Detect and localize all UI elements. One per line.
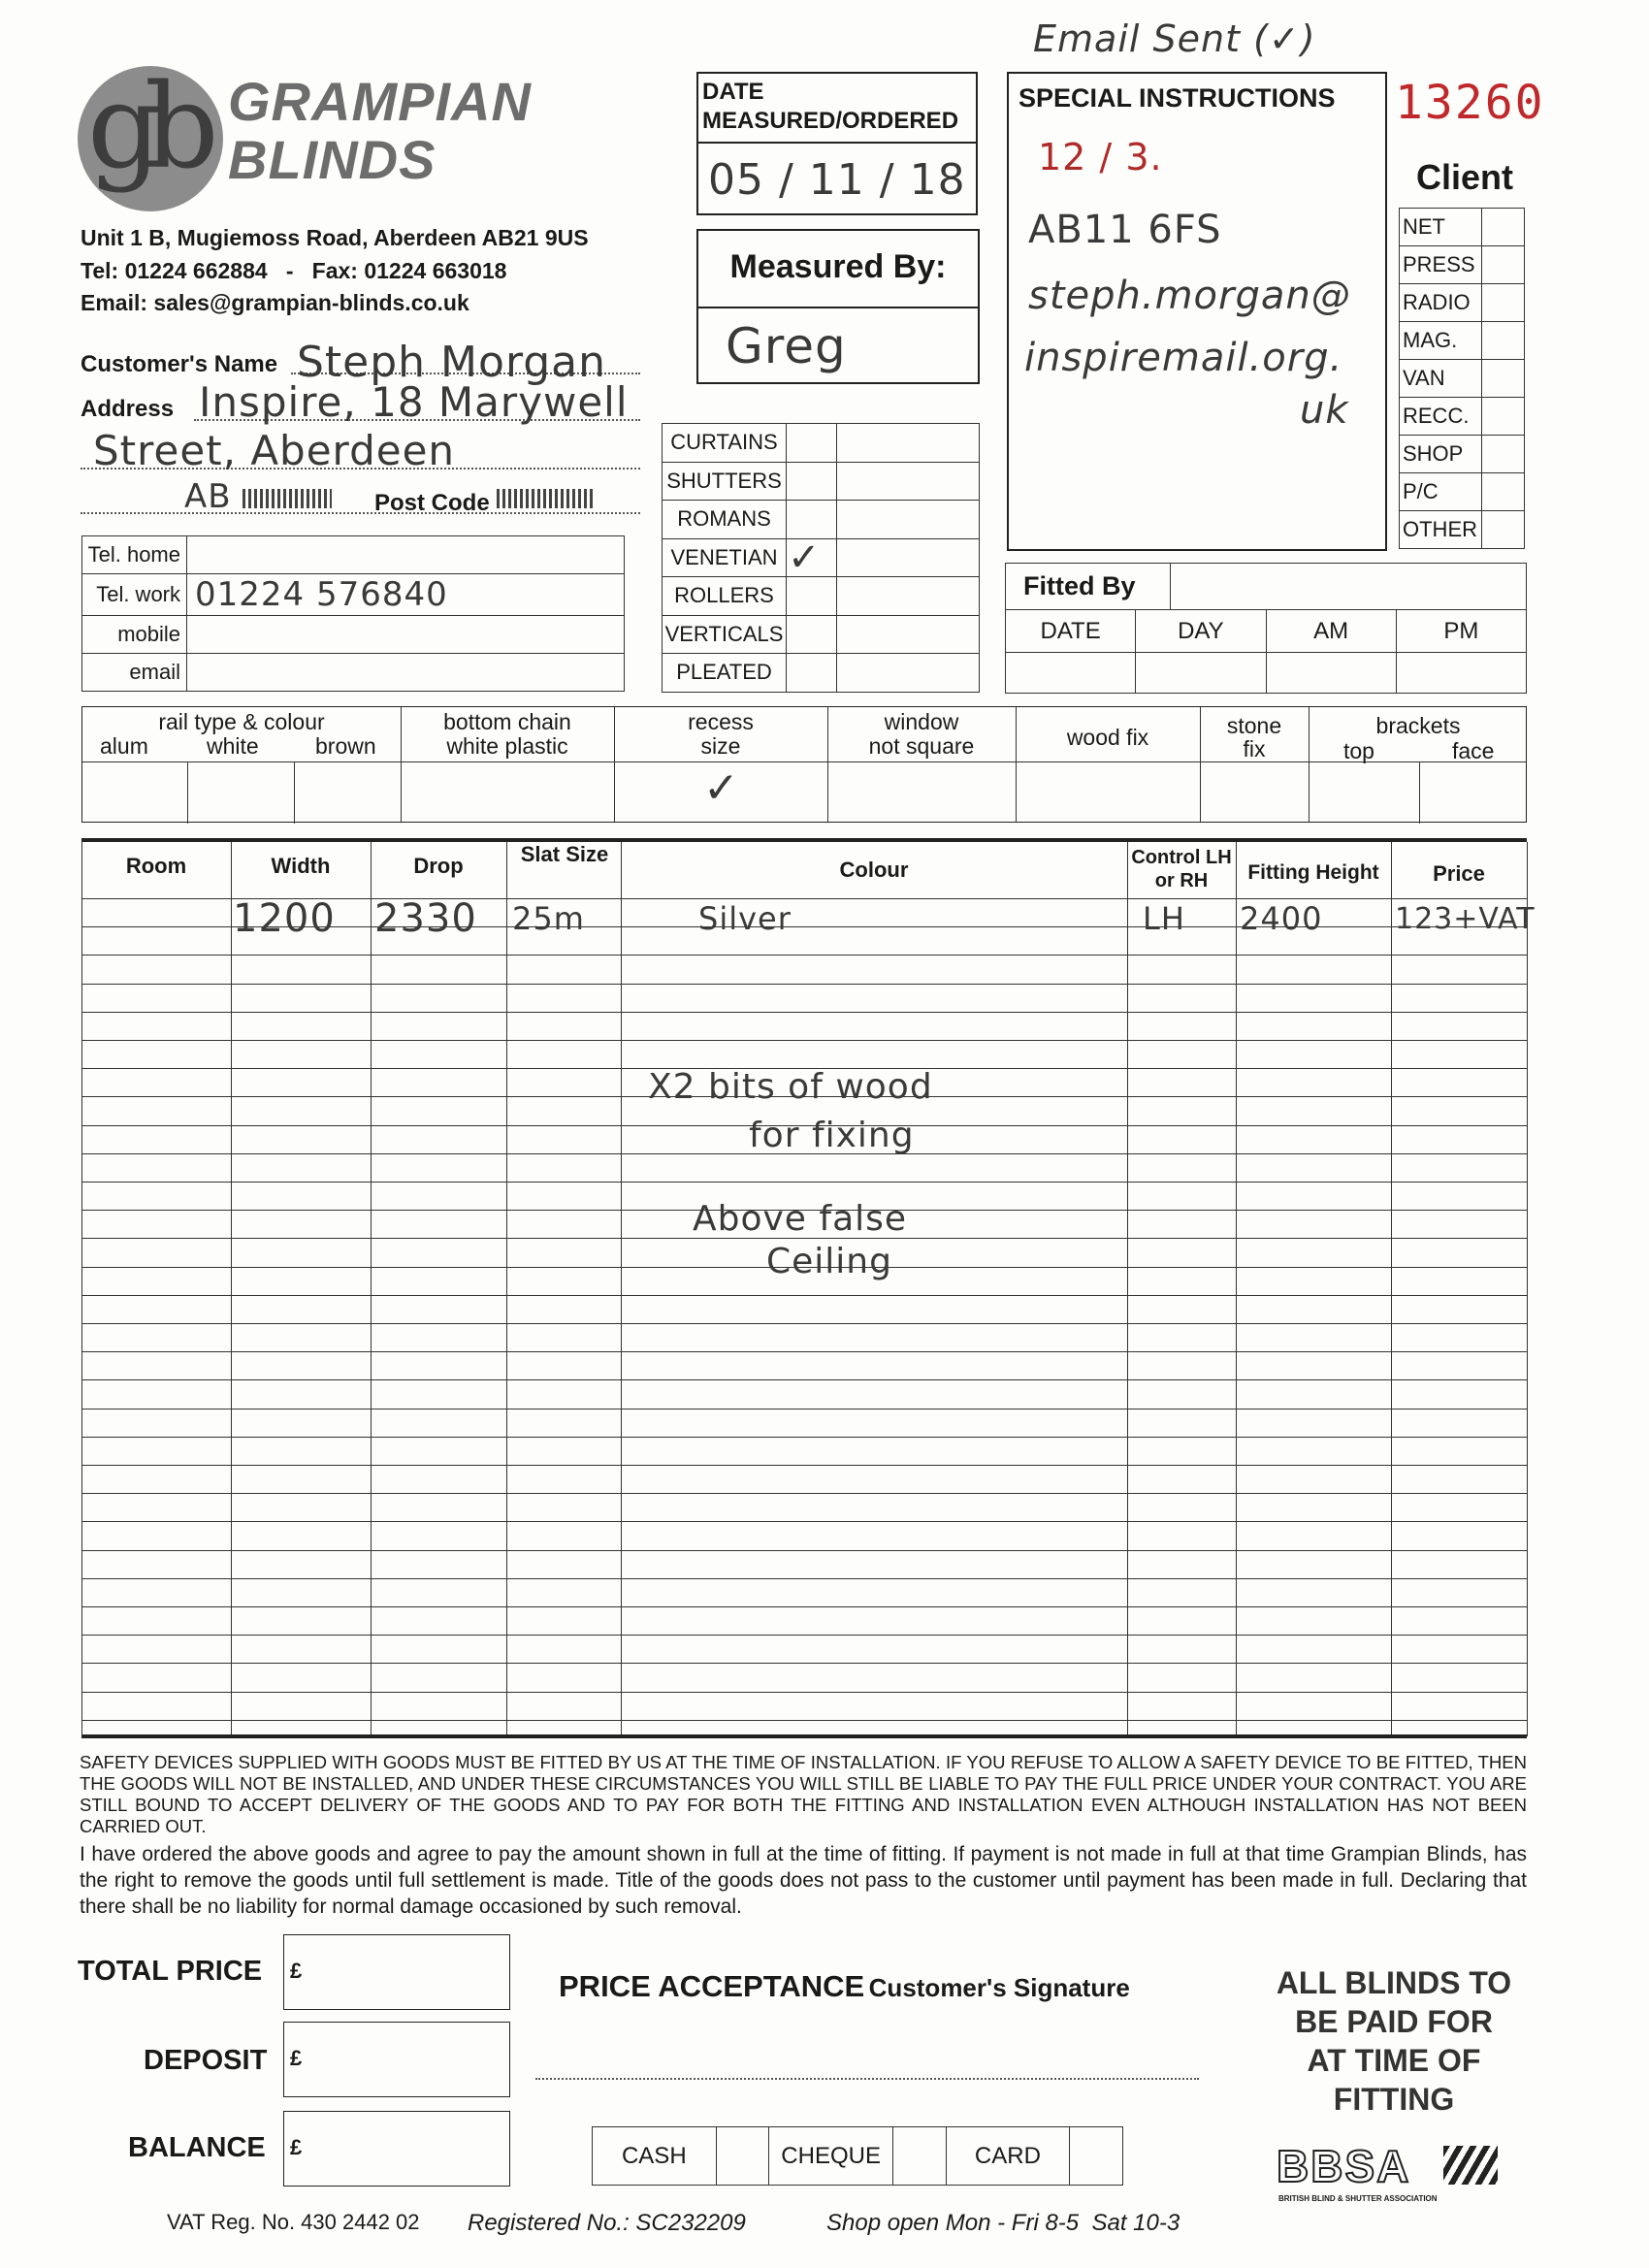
table-column-line bbox=[371, 842, 372, 1736]
shop-hours: Shop open Mon - Fri 8-5 Sat 10-3 bbox=[826, 2210, 1180, 2236]
table-row-line bbox=[81, 1720, 1527, 1721]
paid-notice-line: AT TIME OF bbox=[1307, 2043, 1481, 2078]
contact-table bbox=[81, 535, 625, 692]
email-sent-note: Email Sent (✓) bbox=[1033, 17, 1316, 60]
col-header-control: Control LH or RH bbox=[1131, 847, 1232, 891]
paid-notice-line: FITTING bbox=[1333, 2082, 1455, 2117]
table-row-line bbox=[81, 955, 1527, 956]
client-checkbox[interactable] bbox=[1482, 209, 1525, 246]
paid-notice bbox=[1244, 1963, 1544, 2119]
table-column-line bbox=[1127, 842, 1128, 1736]
special-instruction-line: uk bbox=[1300, 388, 1349, 433]
fitted-day-input[interactable] bbox=[1136, 653, 1266, 694]
table-row-line bbox=[81, 1663, 1527, 1664]
table-note: X2 bits of wood bbox=[648, 1067, 933, 1107]
payment-cash-label: CASH bbox=[593, 2127, 717, 2186]
contact-value[interactable]: 01224 576840 bbox=[187, 574, 625, 616]
window-label: window bbox=[884, 709, 959, 734]
product-checkbox[interactable] bbox=[787, 654, 837, 693]
client-option: RADIO bbox=[1400, 284, 1482, 322]
balance-label: BALANCE bbox=[128, 2132, 266, 2163]
date-measured-value: 05 / 11 / 18 bbox=[708, 155, 966, 205]
balance-currency: £ bbox=[290, 2135, 303, 2159]
table-row-line bbox=[81, 984, 1527, 985]
client-checkbox[interactable] bbox=[1482, 360, 1525, 398]
address-scribble bbox=[242, 489, 332, 508]
client-option: MAG. bbox=[1400, 322, 1482, 360]
row1-price[interactable]: 123+VAT bbox=[1395, 902, 1536, 936]
row1-slat[interactable]: 25m bbox=[512, 900, 585, 937]
table-row-line bbox=[81, 1351, 1527, 1352]
table-column-line bbox=[1236, 842, 1237, 1736]
client-checkbox[interactable] bbox=[1482, 436, 1525, 473]
product-label: VERTICALS bbox=[663, 615, 787, 654]
row1-colour[interactable]: Silver bbox=[698, 900, 792, 937]
special-instruction-line: AB11 6FS bbox=[1028, 208, 1222, 252]
table-row-line bbox=[81, 1692, 1527, 1693]
table-row-line bbox=[81, 1012, 1527, 1013]
client-checkbox[interactable] bbox=[1482, 473, 1525, 511]
total-currency: £ bbox=[290, 1959, 303, 1983]
col-header-slat-size: Slat Size bbox=[520, 842, 609, 866]
company-address: Unit 1 B, Mugiemoss Road, Aberdeen AB21 9US bbox=[81, 225, 589, 250]
contact-label: Tel. work bbox=[82, 574, 187, 616]
company-email: Email: sales@grampian-blinds.co.uk bbox=[81, 290, 469, 315]
product-checkbox[interactable] bbox=[787, 462, 837, 501]
wood-fix-label: wood fix bbox=[1066, 725, 1149, 750]
total-price-field[interactable] bbox=[283, 1934, 510, 2010]
table-column-line bbox=[1527, 842, 1528, 1736]
order-number: 13260 bbox=[1395, 76, 1545, 130]
payment-cheque-label: CHEQUE bbox=[769, 2127, 893, 2186]
paid-notice-line: ALL BLINDS TO bbox=[1276, 1965, 1512, 2000]
client-option: NET bbox=[1400, 209, 1482, 246]
payment-cheque-checkbox[interactable] bbox=[892, 2127, 946, 2186]
table-column-line bbox=[621, 842, 622, 1736]
client-option: OTHER bbox=[1400, 511, 1482, 549]
address-line1: Inspire, 18 Marywell bbox=[199, 378, 629, 426]
date-measured-label: DATE MEASURED/ORDERED bbox=[702, 79, 959, 134]
company-name-line2: BLINDS bbox=[228, 129, 436, 190]
client-checkbox[interactable] bbox=[1482, 398, 1525, 436]
white-plastic-label: white plastic bbox=[446, 733, 568, 759]
table-note: Ceiling bbox=[766, 1242, 892, 1281]
special-instruction-line: inspiremail.org. bbox=[1024, 336, 1343, 380]
main-table-bottom-rule bbox=[81, 1734, 1527, 1738]
table-row-line bbox=[81, 1578, 1527, 1579]
product-label: ROLLERS bbox=[663, 577, 787, 616]
product-label: VENETIAN bbox=[663, 538, 787, 577]
product-type-table bbox=[662, 423, 980, 693]
rail-type-label: rail type & colour bbox=[158, 709, 325, 734]
col-header-drop: Drop bbox=[413, 854, 464, 878]
table-row-line bbox=[81, 1493, 1527, 1494]
table-row-line bbox=[81, 1437, 1527, 1438]
recess-size-label: size bbox=[700, 733, 741, 759]
brown-label: brown bbox=[315, 733, 376, 759]
client-option: P/C bbox=[1400, 473, 1482, 511]
client-checkbox[interactable] bbox=[1482, 511, 1525, 549]
recess-checkmark[interactable]: ✓ bbox=[703, 763, 740, 813]
client-checkbox[interactable] bbox=[1482, 246, 1525, 284]
fitted-by-label: Fitted By bbox=[1006, 564, 1171, 610]
product-checkbox[interactable] bbox=[787, 501, 837, 539]
bbsa-caption: BRITISH BLIND & SHUTTER ASSOCIATION bbox=[1278, 2194, 1438, 2203]
white-label: white bbox=[207, 733, 259, 759]
table-row-line bbox=[81, 1521, 1527, 1522]
bbsa-logo-text: BBSA bbox=[1277, 2141, 1411, 2191]
company-name-line1: GRAMPIAN bbox=[228, 71, 532, 132]
table-column-line bbox=[506, 842, 507, 1736]
fitted-date-input[interactable] bbox=[1006, 653, 1136, 694]
col-header-colour: Colour bbox=[839, 858, 909, 882]
table-row-line bbox=[81, 1379, 1527, 1380]
deposit-field[interactable] bbox=[283, 2022, 510, 2097]
bottom-chain-label: bottom chain bbox=[443, 709, 571, 734]
fitted-col-am: AM bbox=[1266, 610, 1396, 653]
table-row-line bbox=[81, 1040, 1527, 1041]
contact-label: mobile bbox=[82, 616, 187, 654]
fitted-pm-input[interactable] bbox=[1396, 653, 1526, 694]
customer-name-value: Steph Morgan bbox=[297, 338, 607, 387]
payment-method-table bbox=[592, 2126, 1123, 2186]
fitted-am-input[interactable] bbox=[1266, 653, 1396, 694]
client-option: PRESS bbox=[1400, 246, 1482, 284]
deposit-label: DEPOSIT bbox=[144, 2045, 268, 2076]
contact-label: Tel. home bbox=[82, 536, 187, 574]
date-measured-box bbox=[696, 72, 978, 215]
measured-by-value: Greg bbox=[726, 318, 847, 374]
client-label: Client bbox=[1416, 157, 1514, 197]
table-row-line bbox=[81, 1295, 1527, 1296]
product-label: SHUTTERS bbox=[663, 462, 787, 501]
row1-fitting-height[interactable]: 2400 bbox=[1240, 900, 1323, 937]
table-column-line bbox=[1391, 842, 1392, 1736]
price-acceptance-title: PRICE ACCEPTANCE bbox=[559, 1969, 865, 2003]
table-row-line bbox=[81, 1465, 1527, 1466]
address-label: Address bbox=[81, 396, 175, 422]
fitted-col-day: DAY bbox=[1136, 610, 1266, 653]
payment-cash-checkbox[interactable] bbox=[716, 2127, 769, 2186]
safety-notice: SAFETY DEVICES SUPPLIED WITH GOODS MUST BE FITTED BY US AT THE TIME OF INSTALLATION. IF YOU REFUSE TO ALLOW A SAFETY DEVICE TO BE FITTED, THEN THE GOODS WILL NOT BE INSTALLED, AND UNDER THESE CIRCUMSTANCES YOU WILL STILL BE LIABLE TO PAY THE FULL PRICE UNDER YOUR CONTRACT. YOU ARE STILL BOUND TO ACCEPT DELIVERY OF THE GOODS AND TO PAY FOR BOTH THE FITTING AND INSTALLATION EVEN ALTHOUGH INSTALLATION HAS NOT BEEN CARRIED OUT. bbox=[80, 1752, 1527, 1836]
fitted-by-value[interactable] bbox=[1171, 564, 1527, 610]
product-label: PLEATED bbox=[663, 654, 787, 693]
measured-by-box bbox=[696, 229, 980, 384]
fitted-col-pm: PM bbox=[1396, 610, 1526, 653]
company-logo bbox=[78, 60, 233, 211]
table-note: for fixing bbox=[749, 1116, 915, 1155]
special-instructions-label: SPECIAL INSTRUCTIONS bbox=[1018, 83, 1336, 113]
face-label: face bbox=[1452, 738, 1495, 763]
contact-value[interactable] bbox=[187, 536, 625, 574]
vat-number: VAT Reg. No. 430 2442 02 bbox=[167, 2210, 420, 2234]
address-line2: Street, Aberdeen bbox=[93, 427, 456, 474]
total-price-label: TOTAL PRICE bbox=[78, 1956, 263, 1987]
table-row-line bbox=[81, 1635, 1527, 1636]
bbsa-logo bbox=[1277, 2140, 1509, 2210]
stone-label: stone bbox=[1226, 713, 1282, 738]
contact-label: email bbox=[82, 654, 187, 692]
signature-line[interactable] bbox=[535, 2078, 1199, 2080]
payment-card-checkbox[interactable] bbox=[1070, 2127, 1123, 2186]
product-checkbox[interactable] bbox=[787, 577, 837, 616]
client-option: VAN bbox=[1400, 360, 1482, 398]
top-label: top bbox=[1343, 738, 1374, 763]
bbsa-stripes bbox=[1443, 2146, 1498, 2185]
contact-value[interactable] bbox=[187, 654, 625, 692]
measured-by-label: Measured By: bbox=[729, 248, 947, 285]
registered-number: Registered No.: SC232209 bbox=[468, 2210, 746, 2236]
product-label: CURTAINS bbox=[663, 424, 787, 463]
col-header-price: Price bbox=[1433, 861, 1485, 886]
client-checkbox[interactable] bbox=[1482, 322, 1525, 360]
balance-field[interactable] bbox=[283, 2111, 510, 2187]
special-instruction-line: steph.morgan@ bbox=[1028, 274, 1351, 318]
table-row-line bbox=[81, 1182, 1527, 1183]
row1-control[interactable]: LH bbox=[1143, 900, 1185, 937]
product-checkbox[interactable] bbox=[787, 615, 837, 654]
table-column-line bbox=[81, 842, 82, 1736]
postcode-scribble bbox=[497, 489, 594, 508]
product-label: ROMANS bbox=[663, 501, 787, 539]
table-row-line bbox=[81, 1550, 1527, 1551]
logo-letters: gb bbox=[87, 60, 202, 195]
brackets-label: brackets bbox=[1375, 713, 1461, 738]
special-instruction-line: 12 / 3. bbox=[1038, 136, 1163, 178]
payment-card-label: CARD bbox=[946, 2127, 1070, 2186]
col-header-fitting-height: Fitting Height bbox=[1247, 861, 1379, 884]
fitted-by-table bbox=[1005, 563, 1527, 610]
table-row-line bbox=[81, 1606, 1527, 1607]
paid-notice-line: BE PAID FOR bbox=[1295, 2004, 1493, 2039]
table-note: Above false bbox=[693, 1199, 908, 1239]
not-square-label: not square bbox=[868, 733, 975, 759]
col-header-width: Width bbox=[271, 854, 331, 878]
client-checkbox[interactable] bbox=[1482, 284, 1525, 322]
table-row-line bbox=[81, 1323, 1527, 1324]
alum-label: alum bbox=[100, 733, 148, 759]
stone-fix-label: fix bbox=[1243, 736, 1266, 761]
col-header-room: Room bbox=[125, 854, 187, 878]
fitted-schedule-table bbox=[1005, 609, 1527, 694]
product-checkbox[interactable] bbox=[787, 424, 837, 463]
row1-width[interactable]: 1200 bbox=[233, 896, 336, 941]
client-option: RECC. bbox=[1400, 398, 1482, 436]
client-table bbox=[1399, 208, 1525, 549]
deposit-currency: £ bbox=[290, 2046, 303, 2070]
row1-drop[interactable]: 2330 bbox=[374, 896, 477, 941]
customer-name-label: Customer's Name bbox=[81, 351, 278, 377]
table-column-line bbox=[231, 842, 232, 1736]
price-acceptance bbox=[559, 1969, 1130, 2004]
contact-value[interactable] bbox=[187, 616, 625, 654]
fitted-col-date: DATE bbox=[1006, 610, 1136, 653]
special-instructions-box bbox=[1007, 72, 1387, 551]
company-phone: Tel: 01224 662884 - Fax: 01224 663018 bbox=[81, 258, 507, 283]
client-option: SHOP bbox=[1400, 436, 1482, 473]
recess-label: recess bbox=[688, 709, 754, 734]
address-line3: AB bbox=[184, 477, 232, 516]
agreement-notice: I have ordered the above goods and agree to pay the amount shown in full at the time of fitting. If payment is not made in full at that time Grampian Blinds, has the right to remove the goods until full settlement is made. Title of the goods does not pass to the customer until payment has been made in full. Declaring that there shall be no liability for normal damage occasioned by such removal. bbox=[80, 1843, 1527, 1918]
product-checkbox[interactable]: ✓ bbox=[787, 538, 837, 577]
postcode-label: Post Code bbox=[374, 490, 490, 516]
price-acceptance-subtitle: Customer's Signature bbox=[868, 1973, 1130, 2002]
measurement-table bbox=[81, 842, 1527, 1736]
options-row bbox=[81, 706, 1527, 823]
